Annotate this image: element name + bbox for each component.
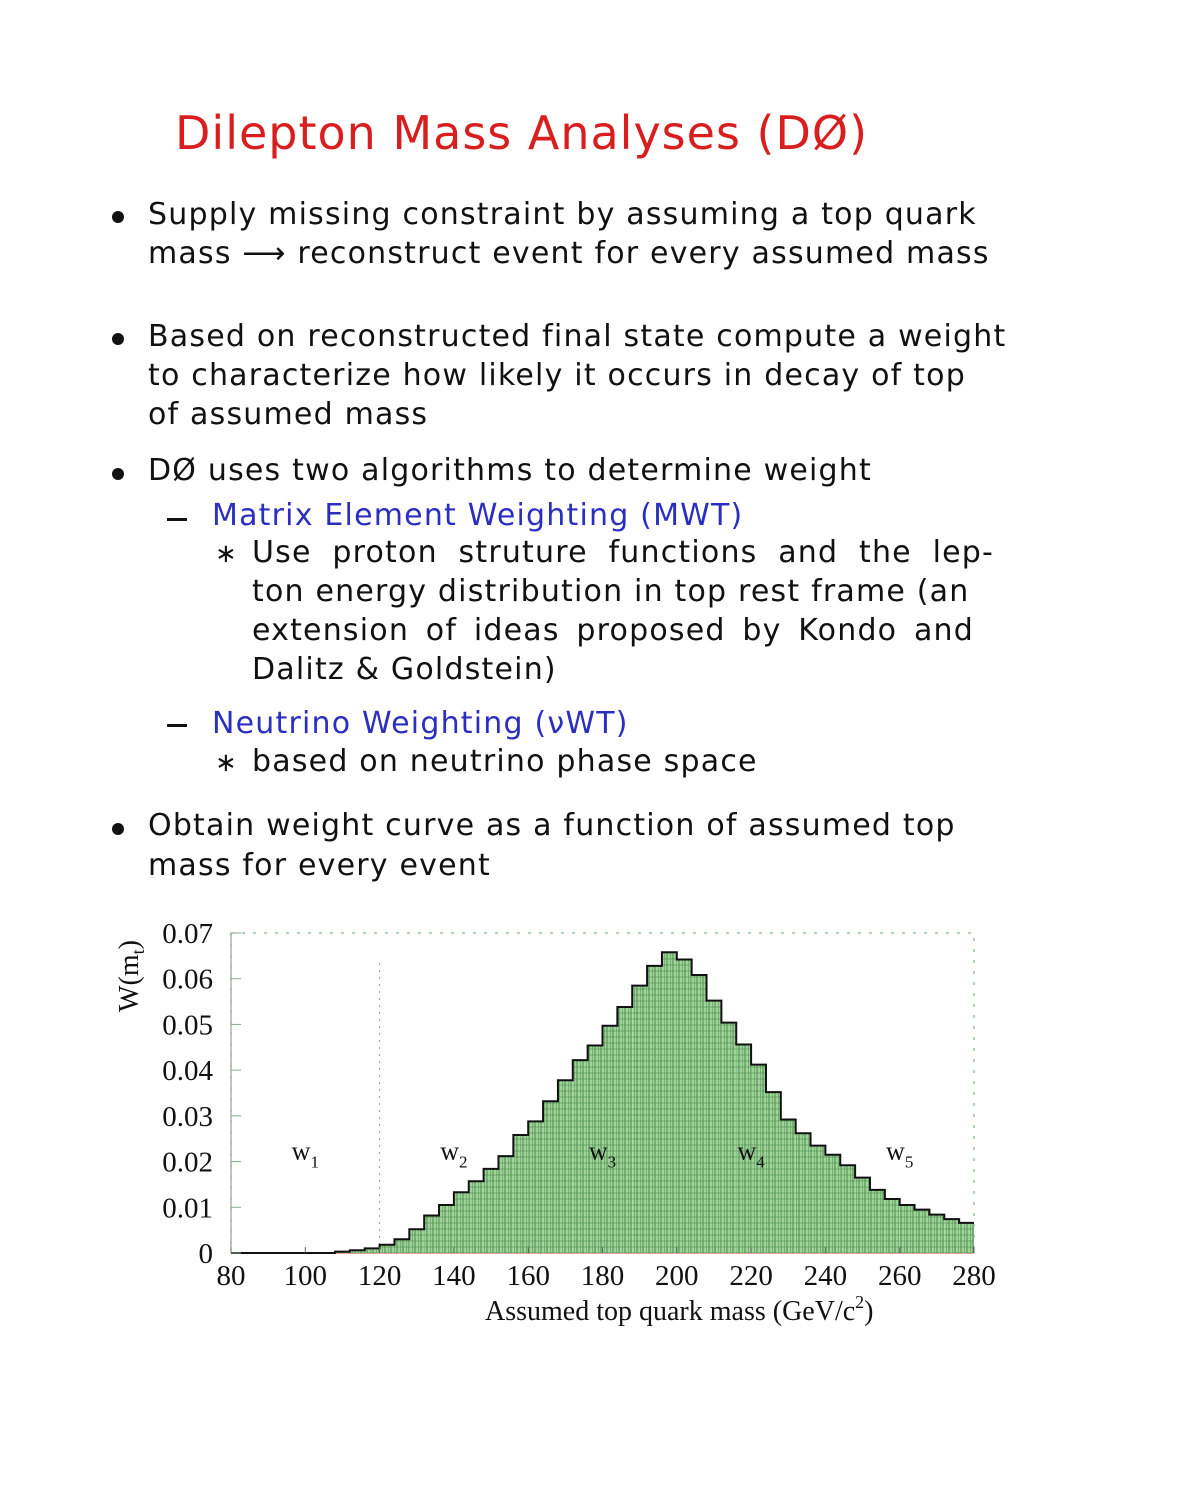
- histogram-bar: [766, 1092, 781, 1253]
- histogram-bar: [573, 1060, 588, 1253]
- bullet-4-line-2: mass for every event: [148, 848, 491, 883]
- histogram-bar: [528, 1121, 543, 1253]
- region-label: $w_5$: [886, 1136, 914, 1172]
- histogram-bar: [855, 1178, 870, 1253]
- bullet-3-line-1: DØ uses two algorithms to determine weight: [148, 453, 872, 488]
- histogram-bar: [692, 975, 707, 1253]
- mwt-line-4: Dalitz & Goldstein): [252, 652, 557, 687]
- histogram-bar: [558, 1080, 573, 1253]
- histogram-bar: [394, 1239, 409, 1253]
- histogram-bar: [915, 1210, 930, 1253]
- x-tick-label: 160: [506, 1260, 550, 1292]
- bullet-1-line-1: Supply missing constraint by assuming a top quark: [148, 197, 977, 232]
- bullet-dot: [112, 333, 124, 345]
- weight-histogram: [100, 920, 1020, 1340]
- histogram-bar: [469, 1181, 484, 1253]
- x-tick-label: 220: [729, 1260, 773, 1292]
- histogram-bar: [632, 986, 647, 1253]
- mwt-heading: Matrix Element Weighting (MWT): [212, 498, 744, 533]
- bullet-2-line-1: Based on reconstructed final state compute a weight: [148, 319, 1007, 354]
- bullet-1-line-2: mass ⟶ reconstruct event for every assumed mass: [148, 236, 990, 271]
- histogram-bar: [885, 1199, 900, 1253]
- nwt-heading: Neutrino Weighting (νWT): [212, 706, 629, 741]
- y-axis-label: $W(m_t)$: [114, 940, 148, 1012]
- bullet-dot: [112, 211, 124, 223]
- histogram-bar: [721, 1023, 736, 1253]
- x-tick-label: 280: [952, 1260, 996, 1292]
- histogram-bar: [662, 952, 677, 1253]
- histogram-bar: [796, 1133, 811, 1253]
- histogram-bar: [929, 1215, 944, 1253]
- mwt-line-2: ton energy distribution in top rest frame (an: [252, 574, 970, 609]
- y-tick-label: 0.07: [162, 920, 213, 950]
- region-label: $w_2$: [440, 1136, 468, 1172]
- bullet-2-line-2: to characterize how likely it occurs in decay of top: [148, 358, 966, 393]
- histogram-bar: [409, 1229, 424, 1253]
- histogram-bar: [439, 1205, 454, 1253]
- histogram-bar: [959, 1223, 974, 1253]
- histogram-bar: [424, 1216, 439, 1253]
- page-title: Dilepton Mass Analyses (DØ): [175, 106, 869, 160]
- x-tick-label: 100: [283, 1260, 328, 1292]
- histogram-bar: [707, 1001, 722, 1253]
- histogram-bar: [840, 1165, 855, 1253]
- x-tick-label: 120: [357, 1260, 402, 1292]
- x-tick-label: 180: [580, 1260, 625, 1292]
- region-label: $w_3$: [588, 1136, 617, 1172]
- mwt-line-1: Use proton struture functions and the lep-: [252, 535, 995, 570]
- bullet-2-line-3: of assumed mass: [148, 397, 429, 432]
- histogram-bar: [825, 1155, 840, 1253]
- histogram-bar: [870, 1190, 885, 1253]
- x-tick-label: 140: [432, 1260, 476, 1292]
- bullet-4-line-1: Obtain weight curve as a function of assumed top: [148, 808, 956, 843]
- mwt-line-3: extension of ideas proposed by Kondo and: [252, 613, 975, 648]
- histogram-bar: [454, 1192, 469, 1253]
- y-tick-label: 0.05: [162, 1009, 213, 1042]
- x-tick-label: 260: [877, 1260, 922, 1292]
- sub-star: ∗: [215, 539, 237, 569]
- histogram-bar: [513, 1135, 528, 1253]
- y-tick-label: 0.04: [162, 1055, 213, 1088]
- x-tick-label: 80: [216, 1260, 246, 1292]
- histogram-bar: [647, 966, 662, 1253]
- sub-star: ∗: [215, 748, 237, 778]
- x-tick-label: 200: [655, 1260, 699, 1292]
- y-tick-label: 0.01: [162, 1192, 213, 1225]
- histogram-bar: [498, 1156, 513, 1253]
- sub-dash: [167, 724, 187, 727]
- y-tick-label: 0.03: [162, 1100, 213, 1133]
- x-tick-label: 240: [803, 1260, 848, 1292]
- histogram-bar: [543, 1101, 558, 1253]
- histogram-bar: [944, 1219, 959, 1253]
- y-tick-label: 0.02: [162, 1146, 213, 1179]
- bullet-dot: [112, 823, 124, 835]
- region-label: $w_4$: [737, 1136, 765, 1172]
- x-axis-label: Assumed top quark mass $(GeV/c^2)$: [485, 1292, 874, 1327]
- sub-dash: [167, 518, 187, 521]
- histogram-bar: [484, 1169, 499, 1253]
- region-label: $w_1$: [291, 1136, 319, 1172]
- y-tick-label: 0: [198, 1238, 213, 1270]
- y-tick-label: 0.06: [162, 963, 213, 996]
- histogram-bar: [781, 1120, 796, 1253]
- histogram-bar: [677, 960, 692, 1253]
- bullet-dot: [112, 468, 124, 480]
- histogram-bar: [811, 1146, 826, 1253]
- nwt-line-1: based on neutrino phase space: [252, 744, 758, 779]
- histogram-bar: [380, 1245, 395, 1253]
- histogram-bar: [900, 1205, 915, 1253]
- histogram-bar: [617, 1007, 632, 1253]
